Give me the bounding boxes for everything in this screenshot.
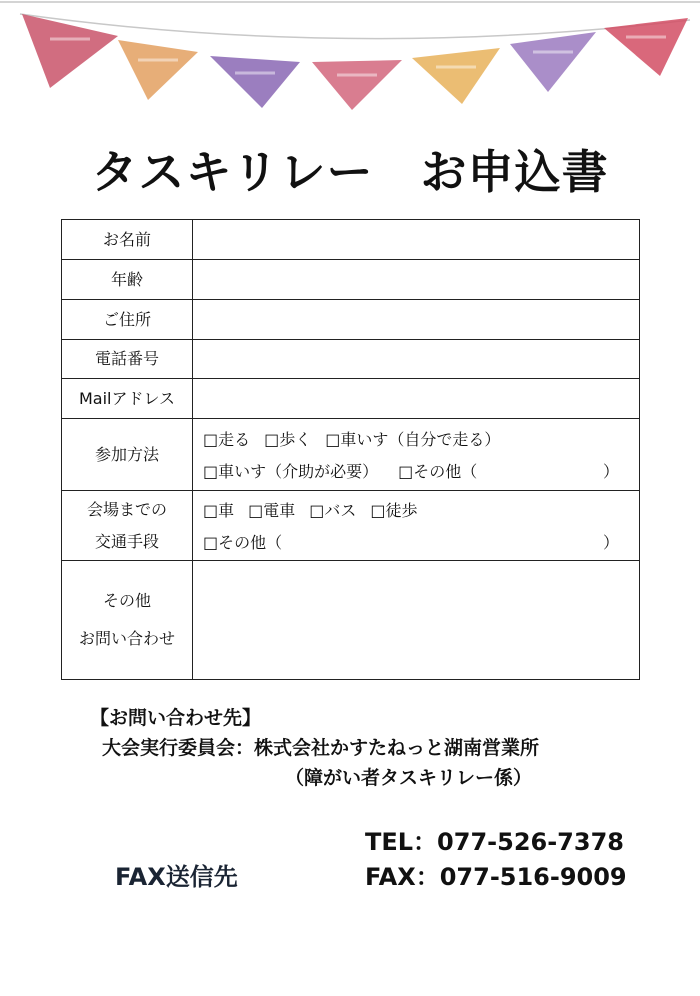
bunting-flag	[604, 18, 688, 76]
option-other-checkbox[interactable]: □その他（	[398, 462, 478, 481]
other-label-line1: その他	[102, 591, 151, 610]
participation-options	[193, 419, 640, 491]
bunting-flag	[210, 56, 300, 108]
option-run-checkbox[interactable]: □走る	[203, 430, 251, 449]
address-label: ご住所	[62, 300, 193, 340]
bunting-flag	[118, 40, 198, 100]
bunting-flag	[412, 48, 500, 104]
age-field[interactable]	[193, 260, 640, 300]
bunting-flag	[510, 32, 596, 92]
option-walking-checkbox[interactable]: □徒歩	[370, 501, 418, 520]
age-label: 年齢	[62, 260, 193, 300]
other-inquiry-field[interactable]	[193, 561, 640, 680]
transport-close-paren: ）	[602, 533, 619, 552]
other-close-paren: ）	[602, 462, 619, 481]
bunting-flag	[312, 60, 402, 110]
other-inquiry-label	[62, 561, 193, 680]
option-bus-checkbox[interactable]: □バス	[309, 501, 357, 520]
address-field[interactable]	[193, 300, 640, 340]
contact-department: （障がい者タスキリレー係）	[285, 767, 533, 789]
participation-label: 参加方法	[62, 419, 193, 491]
transport-label	[62, 491, 193, 561]
option-walk-checkbox[interactable]: □歩く	[264, 430, 312, 449]
table-row	[62, 340, 640, 379]
table-row	[62, 419, 640, 491]
option-car-checkbox[interactable]: □車	[203, 501, 235, 520]
table-row	[62, 220, 640, 260]
contact-block	[90, 703, 539, 793]
phone-field[interactable]	[193, 340, 640, 379]
table-row	[62, 491, 640, 561]
transport-options	[193, 491, 640, 561]
contact-heading: 【お問い合わせ先】	[90, 707, 262, 729]
option-train-checkbox[interactable]: □電車	[248, 501, 296, 520]
option-transport-other-checkbox[interactable]: □その他（	[203, 533, 283, 552]
tel-number: TEL：077-526-7378	[365, 828, 624, 856]
table-row	[62, 300, 640, 340]
other-label-line2: お問い合わせ	[78, 629, 175, 648]
transport-label-line2: 交通手段	[94, 531, 159, 551]
email-label: Mailアドレス	[62, 379, 193, 419]
table-row	[62, 379, 640, 419]
table-row	[62, 561, 640, 680]
fax-number: FAX：077-516-9009	[365, 863, 627, 891]
option-wheelchair-self-checkbox[interactable]: □車いす（自分で走る）	[325, 430, 501, 449]
contact-organization: 大会実行委員会：株式会社かすたねっと湖南営業所	[102, 737, 540, 759]
name-label: お名前	[62, 220, 193, 260]
option-wheelchair-assist-checkbox[interactable]: □車いす（介助が必要）	[203, 462, 379, 481]
transport-label-line1: 会場までの	[86, 499, 167, 519]
table-row	[62, 260, 640, 300]
fax-destination-label: FAX送信先	[115, 863, 238, 891]
bunting-garland	[0, 0, 700, 120]
page-title: タスキリレー お申込書	[91, 145, 609, 199]
application-form-table	[61, 219, 640, 680]
email-field[interactable]	[193, 379, 640, 419]
name-field[interactable]	[193, 220, 640, 260]
bunting-flag	[22, 14, 118, 88]
phone-label: 電話番号	[62, 340, 193, 379]
